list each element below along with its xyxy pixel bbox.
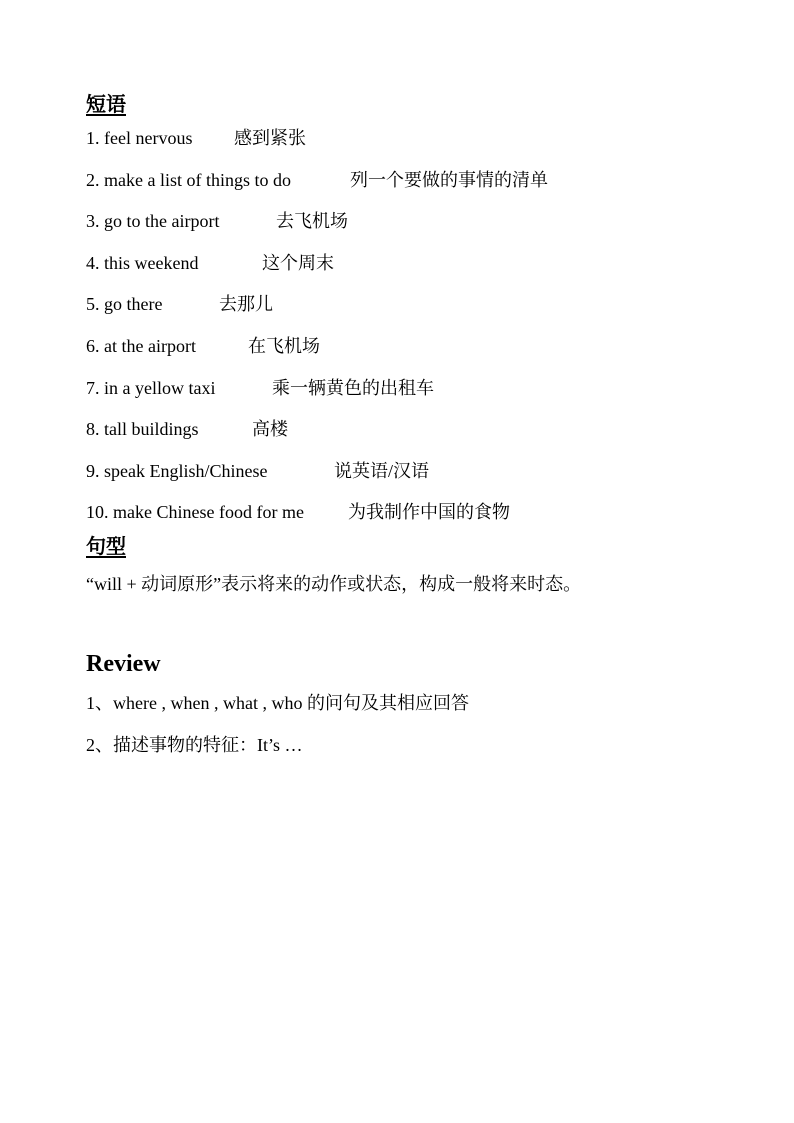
phrases-heading: 短语 (86, 94, 126, 116)
phrase-number: 4. (86, 252, 100, 273)
phrase-english: at the airport (104, 335, 196, 356)
phrase-number: 9. (86, 460, 100, 481)
phrase-number: 2. (86, 169, 100, 190)
phrase-english: go to the airport (104, 211, 220, 232)
phrase-number: 1. (86, 128, 100, 148)
review-heading: Review (86, 650, 161, 677)
sentence-pattern-heading: 句型 (86, 535, 126, 558)
phrase-item (86, 160, 726, 202)
review-item: 2、描述事物的特征：It’s … (86, 734, 303, 755)
phrase-chinese: 这个周末 (262, 252, 334, 273)
phrase-english: tall buildings (104, 419, 199, 440)
phrase-english: make Chinese food for me (113, 502, 304, 523)
phrase-item (86, 201, 726, 243)
phrase-number: 8. (86, 419, 100, 440)
phrase-english: this weekend (104, 252, 199, 273)
phrase-chinese: 去那儿 (219, 294, 273, 315)
phrase-chinese: 感到紧张 (234, 128, 306, 148)
phrase-number: 3. (86, 211, 100, 232)
phrase-item (86, 409, 726, 451)
document-content (86, 92, 726, 766)
phrase-chinese: 列一个要做的事情的清单 (350, 169, 548, 190)
phrase-chinese: 去飞机场 (276, 211, 348, 232)
phrase-chinese: 为我制作中国的食物 (348, 502, 510, 523)
review-item: 1、where , when , what , who 的问句及其相应回答 (86, 692, 469, 713)
phrase-chinese: 说英语/汉语 (334, 460, 430, 481)
phrase-chinese: 乘一辆黄色的出租车 (272, 377, 434, 398)
phrase-english: make a list of things to do (104, 169, 291, 190)
phrase-item (86, 243, 726, 285)
phrase-item (86, 284, 726, 326)
phrase-chinese: 在飞机场 (248, 335, 320, 356)
phrase-item (86, 118, 726, 160)
phrase-number: 6. (86, 335, 100, 356)
phrase-item (86, 368, 726, 410)
phrase-item (86, 492, 726, 534)
phrase-number: 5. (86, 294, 100, 315)
phrase-english: speak English/Chinese (104, 460, 268, 481)
phrase-english: in a yellow taxi (104, 377, 216, 398)
phrase-number: 7. (86, 377, 100, 398)
phrase-english: go there (104, 294, 163, 315)
phrase-item (86, 326, 726, 368)
phrase-item (86, 451, 726, 493)
phrase-chinese: 高楼 (252, 419, 288, 440)
phrase-number: 10. (86, 502, 109, 523)
section-spacer (86, 604, 726, 646)
phrases-list (86, 118, 726, 534)
sentence-pattern-text: “will + 动词原形”表示将来的动作或状态，构成一般将来时态。 (86, 573, 582, 594)
phrase-english: feel nervous (104, 128, 193, 148)
